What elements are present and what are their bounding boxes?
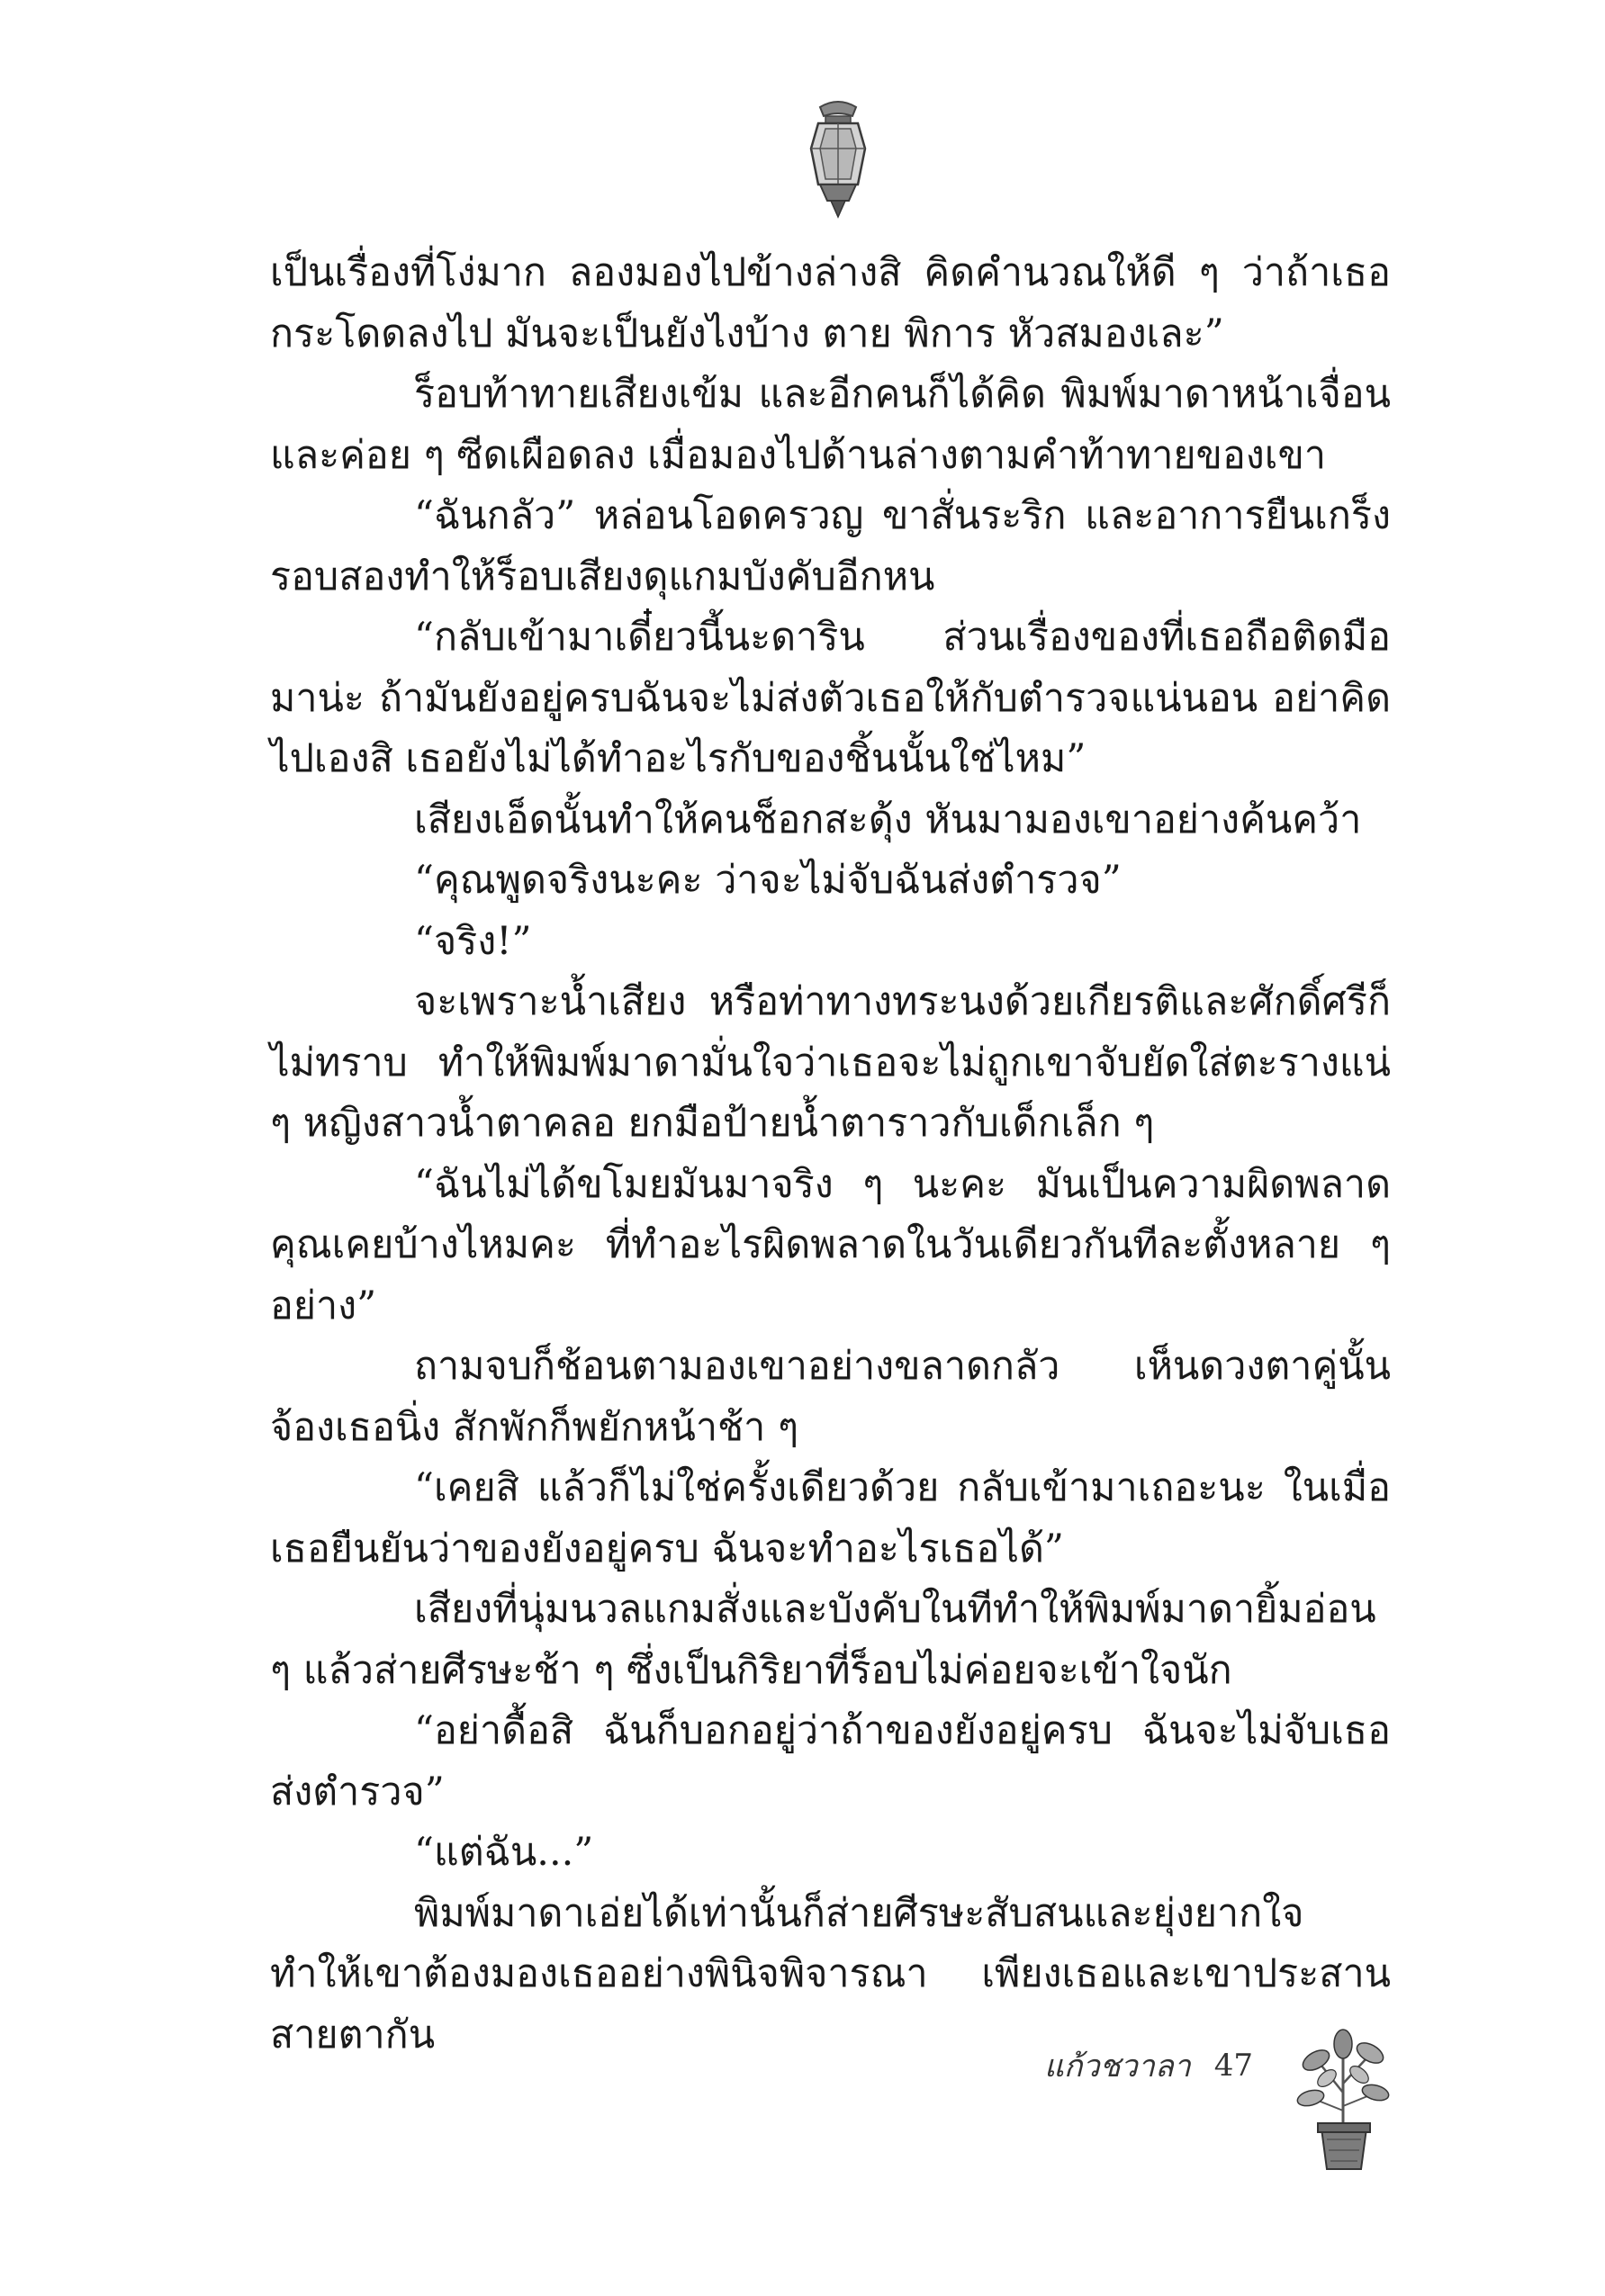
paragraph: จะเพราะน้ำเสียง หรือท่าทางทระนงด้วยเกียรติและศักดิ์ศรีก็ไม่ทราบ ทำให้พิมพ์มาดามั่นใจว่าเธอจะไม่ถูกเขาจับยัดใส่ตะรางแน่ ๆ หญิงสาวน้ำตาคลอ ยกมือป้ายน้ำตาราวกับเด็กเล็ก ๆ: [270, 979, 1391, 1146]
paragraph: “ฉันไม่ได้ขโมยมันมาจริง ๆ นะคะ มันเป็นความผิดพลาด คุณเคยบ้างไหมคะ ที่ทำอะไรผิดพลาดในวันเดียวกันทีละตั้งหลาย ๆ อย่าง”: [270, 1161, 1391, 1328]
paragraph: พิมพ์มาดาเอ่ยได้เท่านั้นก็ส่ายศีรษะสับสนและยุ่งยากใจ ทำให้เขาต้องมองเธออย่างพินิจพิจารณา เพียงเธอและเขาประสานสายตากัน: [270, 1890, 1391, 2057]
body-text: [270, 243, 1391, 2066]
paragraph: เสียงที่นุ่มนวลแกมสั่งและบังคับในทีทำให้พิมพ์มาดายิ้มอ่อน ๆ แล้วส่ายศีรษะช้า ๆ ซึ่งเป็นกิริยาที่ร็อบไม่ค่อยจะเข้าใจนัก: [270, 1587, 1376, 1693]
paragraph: ถามจบก็ช้อนตามองเขาอย่างขลาดกลัว เห็นดวงตาคู่นั้นจ้องเธอนิ่ง สักพักก็พยักหน้าช้า ๆ: [270, 1344, 1391, 1450]
paragraph: “ฉันกลัว” หล่อนโอดครวญ ขาสั่นระริก และอาการยืนเกร็งรอบสองทำให้ร็อบเสียงดุแกมบังคับอีกหน: [270, 493, 1391, 599]
paragraph: “คุณพูดจริงนะคะ ว่าจะไม่จับฉันส่งตำรวจ”: [414, 858, 1122, 903]
paragraph: เสียงเอ็ดนั้นทำให้คนช็อกสะดุ้ง หันมามองเขาอย่างค้นคว้า: [414, 797, 1362, 842]
paragraph: ร็อบท้าทายเสียงเข้ม และอีกคนก็ได้คิด พิมพ์มาดาหน้าเจื่อนและค่อย ๆ ซีดเผือดลง เมื่อมองไปด้านล่างตามคำท้าทายของเขา: [270, 372, 1391, 478]
paragraph: “อย่าดื้อสิ ฉันก็บอกอยู่ว่าถ้าของยังอยู่ครบ ฉันจะไม่จับเธอส่งตำรวจ”: [270, 1708, 1391, 1814]
paragraph: “กลับเข้ามาเดี๋ยวนี้นะดาริน ส่วนเรื่องของที่เธอถือติดมือมาน่ะ ถ้ามันยังอยู่ครบฉันจะไม่ส่งตัวเธอให้กับตำรวจแน่นอน อย่าคิดไปเองสิ เธอยังไม่ได้ทำอะไรกับของชิ้นนั้นใช่ไหม”: [270, 615, 1391, 781]
paragraph: เป็นเรื่องที่โง่มาก ลองมองไปข้างล่างสิ คิดคำนวณให้ดี ๆ ว่าถ้าเธอกระโดดลงไป มันจะเป็นยังไงบ้าง ตาย พิการ หัวสมองเละ”: [270, 250, 1391, 356]
potted-plant-icon: [1296, 2021, 1391, 2174]
paragraph: “เคยสิ แล้วก็ไม่ใช่ครั้งเดียวด้วย กลับเข้ามาเถอะนะ ในเมื่อเธอยืนยันว่าของยังอยู่ครบ ฉันจะทำอะไรเธอได้”: [270, 1465, 1391, 1571]
lantern-ornament-icon: [793, 95, 883, 221]
paragraph: “แต่ฉัน...”: [414, 1830, 594, 1875]
book-title: แก้วชวาลา: [1044, 2048, 1191, 2084]
page-number: 47: [1213, 2048, 1254, 2084]
page-footer: [1044, 2039, 1253, 2093]
paragraph: “จริง!”: [414, 918, 532, 964]
